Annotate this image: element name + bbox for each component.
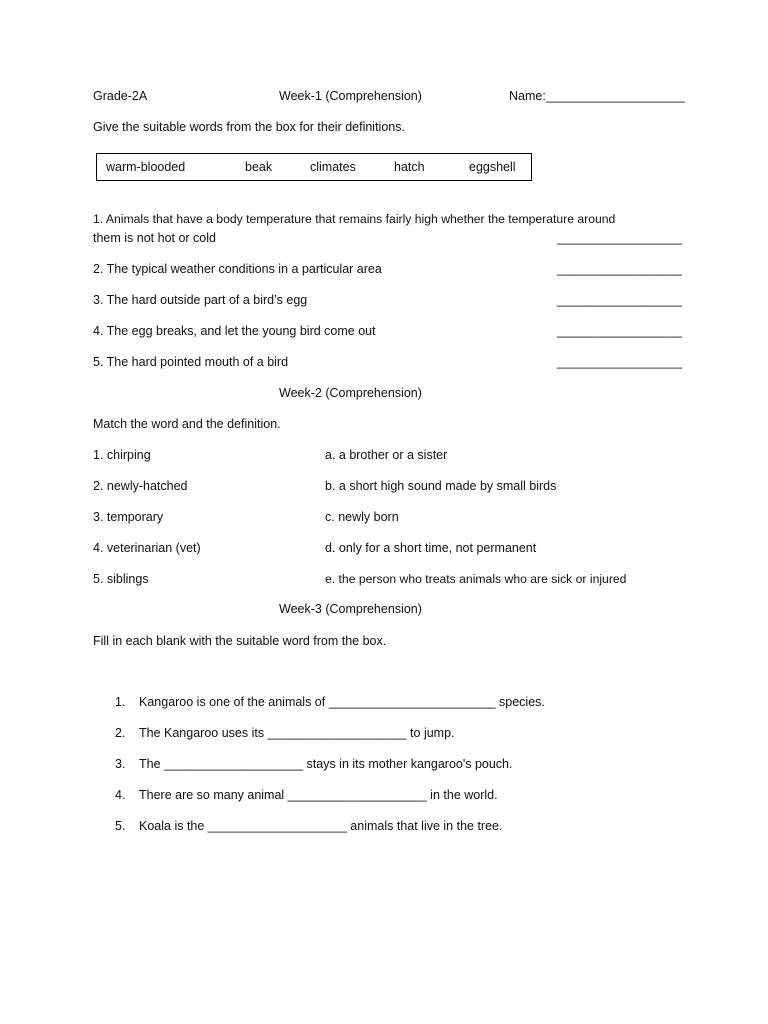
- fill-item-number: 3.: [115, 757, 126, 771]
- name-label: Name:: [509, 89, 546, 103]
- fill-item-number: 1.: [115, 695, 126, 709]
- fill-item-number: 4.: [115, 788, 126, 802]
- question-1-line2: them is not hot or cold: [93, 231, 216, 245]
- fill-item-number: 5.: [115, 819, 126, 833]
- match-definition: c. newly born: [325, 510, 399, 524]
- word-box-item: warm-blooded: [106, 160, 186, 174]
- match-definition: e. the person who treats animals who are sick or injured: [325, 572, 627, 586]
- word-box-item: hatch: [394, 160, 425, 174]
- match-word: 5. siblings: [93, 572, 149, 586]
- week3-instruction: Fill in each blank with the suitable word from the box.: [93, 634, 387, 648]
- answer-blank: __________________: [557, 355, 683, 369]
- match-definition: d. only for a short time, not permanent: [325, 541, 537, 555]
- answer-blank: __________________: [557, 293, 683, 307]
- fill-item-number: 2.: [115, 726, 126, 740]
- fill-item: The Kangaroo uses its ____________________ to jump.: [139, 726, 455, 740]
- question-2: 2. The typical weather conditions in a particular area: [93, 262, 382, 276]
- week2-instruction: Match the word and the definition.: [93, 417, 281, 431]
- question-5: 5. The hard pointed mouth of a bird: [93, 355, 289, 369]
- week1-title: Week-1 (Comprehension): [279, 89, 422, 103]
- fill-item: Koala is the ____________________ animals that live in the tree.: [139, 819, 503, 833]
- question-3: 3. The hard outside part of a bird’s egg: [93, 293, 308, 307]
- word-box-item: beak: [245, 160, 273, 174]
- match-word: 2. newly-hatched: [93, 479, 188, 493]
- answer-blank: __________________: [557, 324, 683, 338]
- answer-blank: __________________: [557, 262, 683, 276]
- week1-instruction: Give the suitable words from the box for their definitions.: [93, 120, 405, 134]
- match-word: 1. chirping: [93, 448, 151, 462]
- fill-item: Kangaroo is one of the animals of ________________________ species.: [139, 695, 545, 709]
- week2-title: Week-2 (Comprehension): [279, 386, 422, 400]
- word-box-item: climates: [310, 160, 356, 174]
- grade-label: Grade-2A: [93, 89, 148, 103]
- match-word: 3. temporary: [93, 510, 164, 524]
- word-box: [96, 153, 532, 181]
- fill-item: The ____________________ stays in its mother kangaroo's pouch.: [139, 757, 513, 771]
- fill-item: There are so many animal ____________________ in the world.: [139, 788, 498, 802]
- match-word: 4. veterinarian (vet): [93, 541, 201, 555]
- week3-title: Week-3 (Comprehension): [279, 602, 422, 616]
- word-box-item: eggshell: [469, 160, 516, 174]
- answer-blank: __________________: [557, 231, 683, 245]
- match-definition: b. a short high sound made by small birds: [325, 479, 557, 493]
- question-4: 4. The egg breaks, and let the young bird come out: [93, 324, 376, 338]
- name-field: [509, 88, 685, 104]
- name-blank: ____________________: [545, 89, 685, 103]
- match-definition: a. a brother or a sister: [325, 448, 448, 462]
- question-1-line1: 1. Animals that have a body temperature that remains fairly high whether the temperature around: [93, 212, 616, 226]
